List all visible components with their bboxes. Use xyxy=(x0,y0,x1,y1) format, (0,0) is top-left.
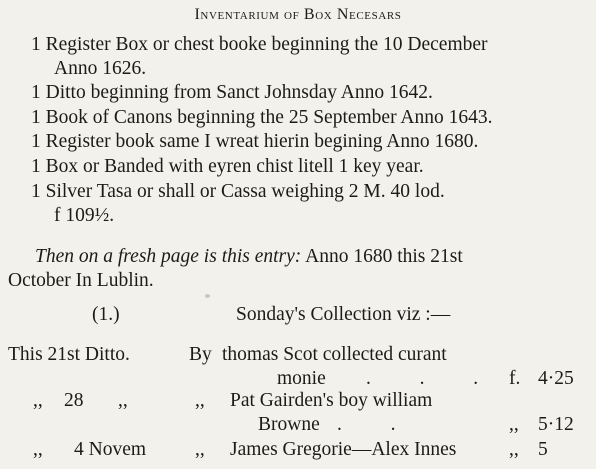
inventory-item-5: 1 Box or Banded with eyren chist litell 1 key year. xyxy=(31,156,424,177)
row-2-ditto-marker-month: ,, xyxy=(118,390,128,411)
inventory-heading: Inventarium of Box Necesars xyxy=(194,6,402,23)
row-3-amount: 5 xyxy=(538,439,548,460)
collection-title: Sonday's Collection viz :— xyxy=(236,304,451,325)
row-2-description: Pat Gairden's boy william xyxy=(230,390,433,411)
row-2-ditto-marker-by: ,, xyxy=(195,390,205,411)
row-2-dots: . . xyxy=(337,414,396,435)
entry-note-line-2: October In Lublin. xyxy=(8,270,154,291)
row-1-currency: f. xyxy=(509,368,521,389)
row-2-ditto-amount: ,, xyxy=(509,414,519,435)
collection-number: (1.) xyxy=(92,304,120,325)
row-2-description-continued: Browne xyxy=(258,414,320,435)
inventory-item-1-continued: Anno 1626. xyxy=(54,58,147,79)
entry-note-line-1 xyxy=(35,247,463,267)
row-3-date: 4 Novem xyxy=(74,439,147,460)
inventory-item-3: 1 Book of Canons beginning the 25 September Anno 1643. xyxy=(31,107,493,128)
row-2-date: 28 xyxy=(64,390,84,411)
row-1-description: thomas Scot collected curant xyxy=(222,344,447,365)
row-2-amount: 5·12 xyxy=(538,414,574,435)
row-3-description: James Gregorie—Alex Innes xyxy=(230,439,457,460)
row-3-ditto-amount: ,, xyxy=(509,439,519,460)
row-1-amount: 4·25 xyxy=(538,368,574,389)
row-1-date: This 21st Ditto. xyxy=(8,344,130,365)
row-1-description-continued: monie xyxy=(277,368,326,389)
inventory-item-1: 1 Register Box or chest booke beginning the 10 December xyxy=(31,34,488,55)
entry-note-italic-lead: Then on a fresh page is this entry: xyxy=(35,246,302,267)
row-2-ditto-marker: ,, xyxy=(33,390,43,411)
row-3-ditto-marker: ,, xyxy=(33,439,43,460)
row-1-dots: . . . xyxy=(366,368,479,389)
row-1-by: By xyxy=(189,344,212,365)
inventory-item-6: 1 Silver Tasa or shall or Cassa weighing 2 M. 40 lod. xyxy=(31,181,445,202)
inventory-item-2: 1 Ditto beginning from Sanct Johnsday Anno 1642. xyxy=(31,82,433,103)
paper-speck xyxy=(205,294,210,298)
inventory-item-6-continued: f 109½. xyxy=(54,205,115,226)
row-3-ditto-marker-by: ,, xyxy=(195,439,205,460)
inventory-item-4: 1 Register book same I wreat hierin begining Anno 1680. xyxy=(31,131,479,152)
entry-note-rest: Anno 1680 this 21st xyxy=(305,246,463,267)
